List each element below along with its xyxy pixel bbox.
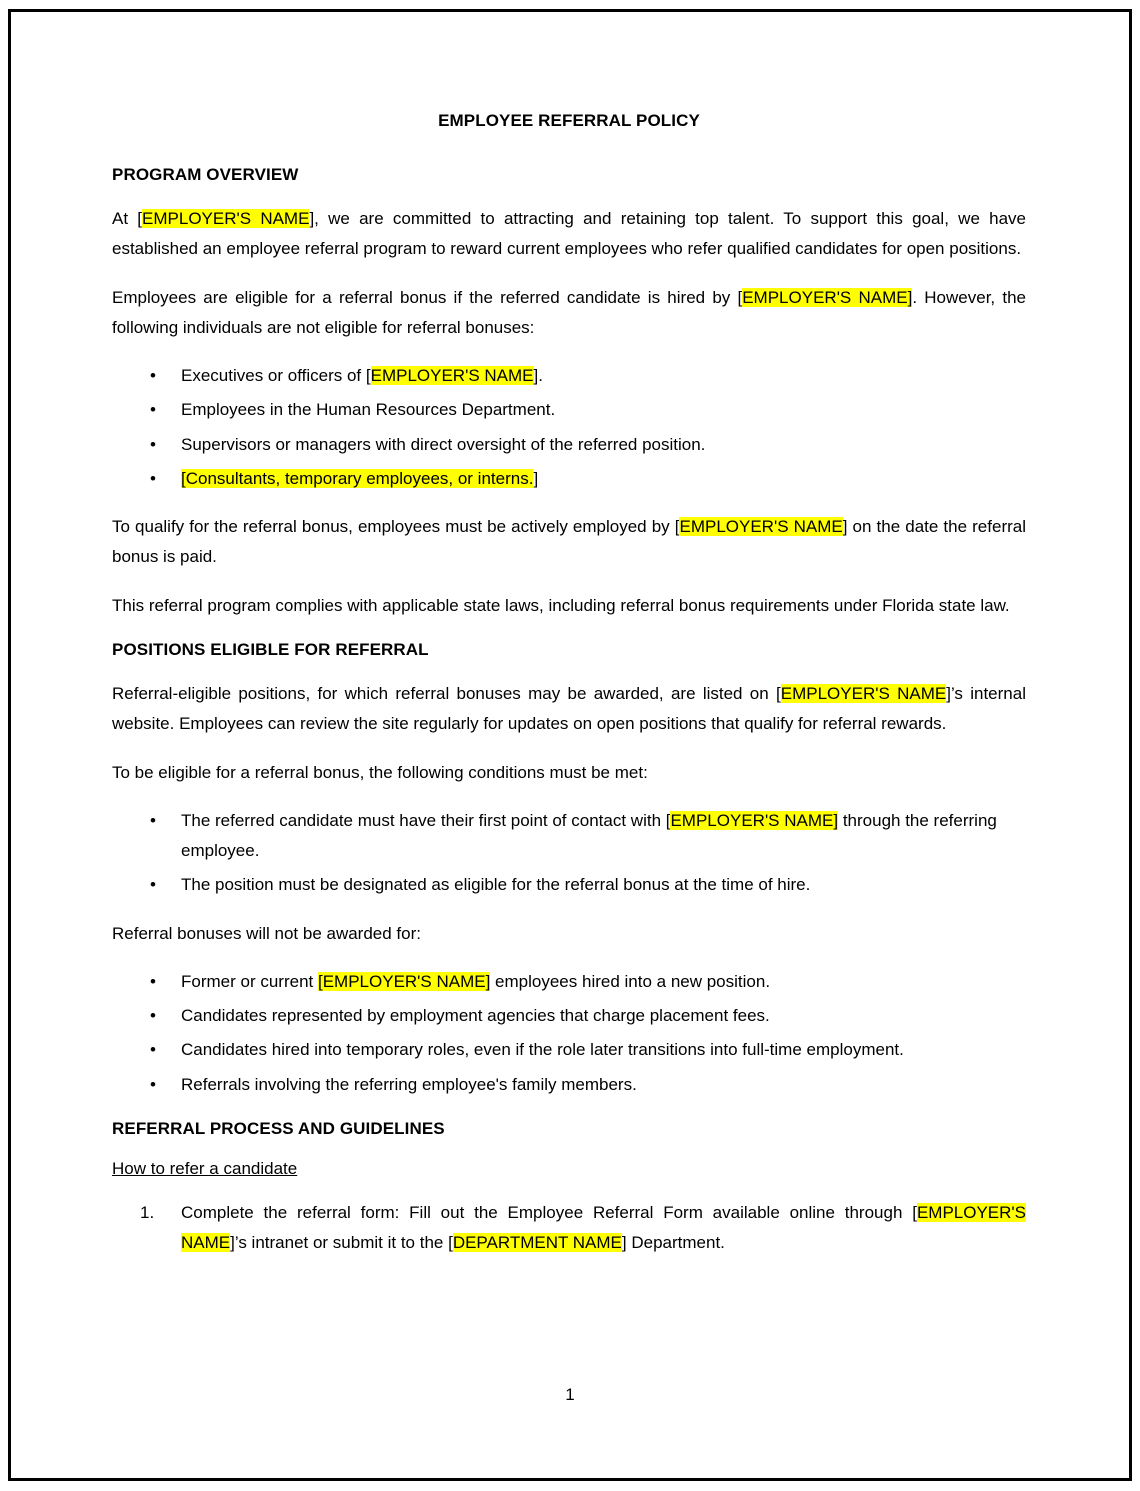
bullet-icon: • — [150, 810, 156, 830]
paragraph-positions-eligible-2 — [112, 758, 1026, 788]
section-heading-referral-process: REFERRAL PROCESS AND GUIDELINES — [112, 1118, 445, 1138]
list-item — [112, 361, 1026, 391]
paragraph-positions-eligible-3 — [112, 919, 1026, 949]
text-segment: ], we are committed to attracting and retaining top talent. To support this goal, we have established an employee referral program to reward current employees who refer qualified candidates for open positions. — [112, 209, 1026, 259]
bullet-list-bonus-exclusions — [112, 967, 1026, 1100]
text-segment: Former or current — [181, 971, 318, 991]
paragraph-program-overview-3 — [112, 512, 1026, 573]
text-segment: The referred candidate must have their first point of contact with [ — [181, 810, 671, 830]
text-segment: employees hired into a new position. — [490, 971, 771, 991]
highlight-employer-name: EMPLOYER'S NAME] — [742, 287, 913, 307]
text-segment: . However, the following individuals are not eligible for referral bonuses: — [112, 287, 1026, 337]
list-item — [112, 870, 1026, 900]
text-segment: Executives or officers of [ — [181, 366, 371, 386]
text-segment: ] — [533, 468, 539, 488]
bullet-icon: • — [150, 971, 156, 991]
bullet-icon: • — [150, 400, 156, 420]
list-item — [112, 1070, 1026, 1100]
highlight-department-name: DEPARTMENT NAME — [452, 1233, 622, 1253]
text-segment: ] on the date the referral bonus is paid. — [112, 517, 1026, 567]
list-item — [112, 395, 1026, 425]
list-item — [112, 1198, 1026, 1259]
paragraph-program-overview-2 — [112, 283, 1026, 344]
list-item — [112, 1001, 1026, 1031]
text-segment: Referrals involving the referring employee's family members. — [181, 1074, 637, 1094]
bullet-icon: • — [150, 366, 156, 386]
bullet-icon: • — [150, 1006, 156, 1026]
bullet-list-ineligible-individuals — [112, 361, 1026, 494]
text-segment: Candidates hired into temporary roles, even if the role later transitions into full-time employment. — [181, 1040, 904, 1060]
highlight-employer-name: EMPLOYER'S NAME — [370, 366, 534, 386]
list-item — [112, 430, 1026, 460]
highlight-employer-name: EMPLOYER'S NAME — [181, 1202, 1026, 1253]
page-number: 1 — [565, 1385, 575, 1404]
sub-heading-how-to-refer: How to refer a candidate — [112, 1158, 298, 1178]
bullet-icon: • — [150, 434, 156, 454]
highlight-employer-name: [EMPLOYER'S NAME] — [317, 971, 491, 991]
text-segment: The position must be designated as eligible for the referral bonus at the time of hire. — [181, 875, 811, 895]
paragraph-program-overview-1 — [112, 204, 1026, 265]
paragraph-program-overview-4 — [112, 591, 1026, 621]
text-segment: ]’s internal website. Employees can review the site regularly for updates on open positions that qualify for referral rewards. — [112, 684, 1026, 734]
list-item — [112, 967, 1026, 997]
highlight-employer-name: EMPLOYER'S NAME — [679, 517, 843, 537]
bullet-icon: • — [150, 875, 156, 895]
text-segment: Candidates represented by employment agencies that charge placement fees. — [181, 1006, 770, 1026]
highlight-employer-name: EMPLOYER'S NAME — [142, 209, 310, 229]
text-segment: Employees are eligible for a referral bonus if the referred candidate is hired by [ — [112, 287, 743, 307]
list-number-marker: 1. — [140, 1202, 155, 1222]
text-segment: ]. — [533, 366, 543, 386]
text-segment: ]’s intranet or submit it to the [ — [230, 1233, 453, 1253]
paragraph-positions-eligible-1 — [112, 679, 1026, 740]
text-segment: Referral bonuses will not be awarded for: — [112, 923, 421, 943]
highlight-employer-name: EMPLOYER'S NAME] — [670, 810, 839, 830]
numbered-list-referral-steps — [112, 1198, 1026, 1259]
document-title: EMPLOYEE REFERRAL POLICY — [438, 111, 700, 130]
bullet-icon: • — [150, 468, 156, 488]
highlight-consultants-clause: [Consultants, temporary employees, or interns. — [181, 468, 534, 488]
section-heading-positions-eligible: POSITIONS ELIGIBLE FOR REFERRAL — [112, 639, 429, 659]
highlight-employer-name: EMPLOYER'S NAME — [780, 684, 947, 704]
text-segment: Referral-eligible positions, for which referral bonuses may be awarded, are listed on [ — [112, 684, 781, 704]
bullet-list-eligibility-conditions — [112, 806, 1026, 901]
section-heading-program-overview: PROGRAM OVERVIEW — [112, 165, 299, 185]
text-segment: Complete the referral form: Fill out the Employee Referral Form available online through [ — [181, 1202, 917, 1222]
list-item — [112, 464, 1026, 494]
text-segment: Employees in the Human Resources Department. — [181, 400, 556, 420]
text-segment: through the referring employee. — [181, 810, 997, 861]
text-segment: To be eligible for a referral bonus, the following conditions must be met: — [112, 762, 648, 782]
bullet-icon: • — [150, 1074, 156, 1094]
document-content — [112, 110, 1026, 1276]
bullet-icon: • — [150, 1040, 156, 1060]
text-segment: Supervisors or managers with direct oversight of the referred position. — [181, 434, 706, 454]
text-segment: To qualify for the referral bonus, employees must be actively employed by [ — [112, 517, 680, 537]
text-segment: At [ — [112, 209, 143, 229]
text-segment: This referral program complies with applicable state laws, including referral bonus requirements under Florida state law. — [112, 595, 1010, 615]
text-segment: ] Department. — [621, 1233, 725, 1253]
list-item — [112, 806, 1026, 867]
list-item — [112, 1035, 1026, 1065]
